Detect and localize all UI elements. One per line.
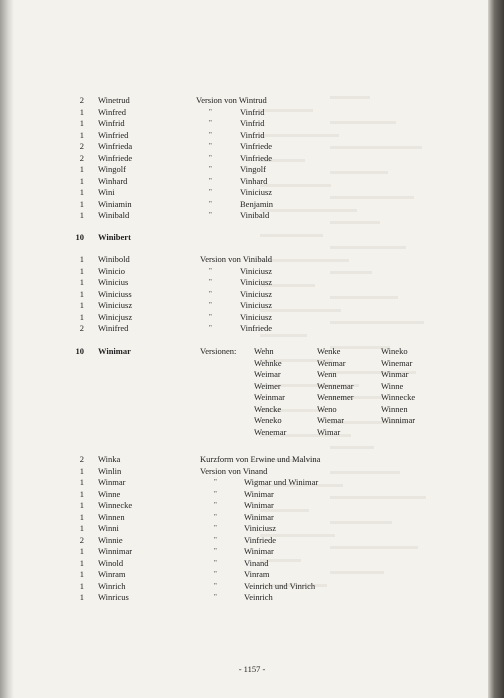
ditto-mark: " bbox=[209, 199, 212, 208]
ditto-mark: " bbox=[209, 142, 212, 150]
entry-name: Winold bbox=[98, 557, 124, 568]
entry-count: 1 bbox=[79, 500, 84, 510]
entry-name: Winimar bbox=[98, 346, 131, 356]
ditto-mark: " bbox=[214, 547, 217, 555]
bleed-through-mark bbox=[260, 109, 313, 112]
entry-name: Winicjusz bbox=[98, 311, 133, 322]
version-item: Wennemer bbox=[317, 392, 354, 402]
entry-count: 1 bbox=[79, 106, 84, 117]
entry-count: 1 bbox=[79, 557, 84, 568]
entry-name: Winfriede bbox=[98, 152, 133, 163]
entry-name: Winfred bbox=[98, 106, 126, 117]
entry-count: 1 bbox=[79, 569, 84, 579]
version-item: Winnen bbox=[381, 403, 408, 414]
bleed-through-mark bbox=[330, 546, 418, 549]
version-item: Winnecke bbox=[381, 392, 416, 402]
variant-name: Vinfrid bbox=[240, 129, 265, 140]
entry-count: 1 bbox=[79, 175, 84, 186]
entry-count: 1 bbox=[79, 311, 84, 322]
entry-name: Winifred bbox=[98, 323, 129, 333]
version-item: Wennemar bbox=[317, 380, 354, 391]
entry-count: 2 bbox=[79, 95, 84, 105]
entry-count: 1 bbox=[79, 465, 84, 476]
variant-name: Vinfriede bbox=[244, 534, 277, 545]
version-item: Wehnke bbox=[254, 357, 282, 368]
entry-count: 1 bbox=[79, 288, 84, 299]
variant-name: Veinrich bbox=[244, 592, 273, 602]
ditto-mark: " bbox=[214, 478, 217, 486]
variant-name: Vinand bbox=[244, 557, 269, 568]
bleed-through-mark bbox=[330, 121, 396, 124]
entry-count: 1 bbox=[79, 254, 84, 264]
entry-name: Winricus bbox=[98, 592, 129, 602]
entry-count: 2 bbox=[79, 323, 84, 333]
ditto-mark: " bbox=[214, 558, 217, 567]
variant-name: Viniciusz bbox=[240, 311, 273, 322]
entry-name: Winni bbox=[98, 523, 119, 533]
version-header: Version von Wintrud bbox=[196, 95, 267, 105]
version-item: Weinmar bbox=[254, 392, 285, 402]
entry-count: 2 bbox=[79, 152, 84, 163]
variant-name: Vinfrid bbox=[240, 106, 265, 117]
entry-count: 1 bbox=[79, 198, 84, 209]
entry-count: 1 bbox=[79, 511, 84, 522]
variant-name: Vinhard bbox=[240, 175, 268, 186]
ditto-mark: " bbox=[209, 176, 212, 185]
entry-name: Winiciuss bbox=[98, 288, 132, 299]
entry-count: 1 bbox=[79, 523, 84, 533]
entry-name: Winfrieda bbox=[98, 141, 133, 151]
bleed-through-mark bbox=[260, 309, 341, 312]
versions-label: Versionen: bbox=[200, 346, 237, 356]
version-item: Wineko bbox=[381, 346, 408, 356]
version-item: Wenke bbox=[317, 346, 341, 356]
bleed-through-mark bbox=[330, 446, 374, 449]
entry-name: Winibald bbox=[98, 210, 130, 220]
bleed-through-mark bbox=[330, 196, 414, 199]
variant-name: Winimar bbox=[244, 511, 274, 522]
variant-name: Vinram bbox=[244, 569, 270, 579]
entry-count: 1 bbox=[79, 580, 84, 591]
version-header: Kurzform von Erwine und Malvina bbox=[200, 454, 321, 464]
bleed-through-mark bbox=[330, 221, 380, 224]
ditto-mark: " bbox=[209, 130, 212, 139]
entry-name: Winne bbox=[98, 488, 121, 499]
bleed-through-mark bbox=[330, 296, 398, 299]
bleed-through-mark bbox=[260, 259, 349, 262]
entry-count: 2 bbox=[79, 141, 84, 151]
variant-name: Viniciusz bbox=[240, 300, 273, 310]
bleed-through-mark bbox=[330, 471, 400, 474]
bleed-through-mark bbox=[330, 246, 406, 249]
entry-name: Winhard bbox=[98, 175, 128, 186]
bleed-through-mark bbox=[330, 171, 388, 174]
version-item: Weno bbox=[317, 403, 337, 414]
bleed-through-mark bbox=[330, 271, 372, 274]
entry-count: 1 bbox=[79, 118, 84, 128]
ditto-mark: " bbox=[209, 107, 212, 116]
entry-name: Winram bbox=[98, 569, 126, 579]
variant-name: Viniciusz bbox=[240, 187, 273, 197]
entry-name: Winibold bbox=[98, 254, 130, 264]
version-item: Wiemar bbox=[317, 415, 345, 425]
version-item: Wencke bbox=[254, 403, 282, 414]
version-item: Weneko bbox=[254, 415, 282, 425]
ditto-mark: " bbox=[209, 211, 212, 219]
ditto-mark: " bbox=[209, 324, 212, 332]
version-item: Wenmar bbox=[317, 357, 346, 368]
entry-name: Wini bbox=[98, 187, 115, 197]
entry-name: Winiciusz bbox=[98, 300, 133, 310]
version-header: Version von Vinibald bbox=[200, 254, 273, 264]
bleed-through-mark bbox=[330, 96, 370, 99]
bleed-through-mark bbox=[260, 134, 339, 137]
variant-name: Vinfriede bbox=[240, 152, 273, 163]
variant-name: Veinrich und Vinrich bbox=[244, 580, 316, 591]
version-item: Wimar bbox=[317, 426, 341, 437]
variant-name: Viniciusz bbox=[240, 288, 273, 299]
bleed-through-mark bbox=[260, 234, 323, 237]
variant-name: Viniciusz bbox=[240, 265, 273, 276]
entry-count: 1 bbox=[79, 164, 84, 174]
variant-name: Wigmar und Winimar bbox=[244, 477, 319, 487]
entry-name: Winicio bbox=[98, 265, 126, 276]
entry-name: Winmar bbox=[98, 477, 126, 487]
entry-name: Winnen bbox=[98, 511, 125, 522]
version-item: Weimar bbox=[254, 369, 281, 379]
ditto-mark: " bbox=[209, 266, 212, 275]
variant-name: Vinfriede bbox=[240, 323, 273, 333]
version-item: Winne bbox=[381, 380, 404, 391]
ditto-mark: " bbox=[209, 119, 212, 127]
entry-name: Winnecke bbox=[98, 500, 133, 510]
ditto-mark: " bbox=[214, 535, 217, 544]
entry-name: Winicius bbox=[98, 277, 129, 287]
entry-count: 2 bbox=[79, 534, 84, 545]
entry-name: Winnie bbox=[98, 534, 123, 545]
entry-count: 1 bbox=[79, 488, 84, 499]
entry-name: Winiamin bbox=[98, 198, 132, 209]
ditto-mark: " bbox=[214, 570, 217, 578]
bleed-through-mark bbox=[330, 571, 384, 574]
entry-count: 1 bbox=[79, 277, 84, 287]
ditto-mark: " bbox=[209, 312, 212, 321]
version-item: Wenemar bbox=[254, 426, 287, 437]
entry-count: 1 bbox=[79, 477, 84, 487]
variant-name: Viniciusz bbox=[244, 523, 277, 533]
entry-name: Winlin bbox=[98, 465, 122, 476]
version-item: Wenn bbox=[317, 369, 337, 379]
entry-count: 1 bbox=[79, 300, 84, 310]
version-item: Wehn bbox=[254, 346, 274, 356]
variant-name: Vinibald bbox=[240, 210, 270, 220]
variant-name: Viniciusz bbox=[240, 277, 273, 287]
ditto-mark: " bbox=[209, 289, 212, 298]
entry-name: Winfrid bbox=[98, 118, 125, 128]
entry-count: 1 bbox=[79, 187, 84, 197]
entry-name: Winnimar bbox=[98, 546, 133, 556]
variant-name: Benjamin bbox=[240, 198, 274, 209]
version-item: Winemar bbox=[381, 357, 413, 368]
ditto-mark: " bbox=[209, 301, 212, 309]
page-edge bbox=[488, 0, 504, 698]
entry-name: Winfried bbox=[98, 129, 129, 140]
ditto-mark: " bbox=[214, 593, 217, 601]
ditto-mark: " bbox=[214, 581, 217, 590]
page-number: - 1157 - bbox=[238, 664, 266, 674]
entry-count: 10 bbox=[75, 346, 84, 356]
entry-count: 1 bbox=[79, 592, 84, 602]
bleed-through-mark bbox=[260, 209, 357, 212]
ditto-mark: " bbox=[214, 489, 217, 498]
entry-count: 1 bbox=[79, 210, 84, 220]
ditto-mark: " bbox=[209, 153, 212, 162]
ditto-mark: " bbox=[214, 512, 217, 521]
entry-name: Wingolf bbox=[98, 164, 126, 174]
bleed-through-mark bbox=[330, 321, 424, 324]
variant-name: Winimar bbox=[244, 488, 274, 499]
ditto-mark: " bbox=[214, 501, 217, 509]
ditto-mark: " bbox=[209, 165, 212, 173]
entry-count: 2 bbox=[79, 454, 84, 464]
variant-name: Vinfrid bbox=[240, 118, 265, 128]
bleed-through-mark bbox=[330, 496, 426, 499]
version-item: Weimer bbox=[254, 380, 281, 391]
entry-name: Winka bbox=[98, 454, 121, 464]
bleed-through-mark bbox=[330, 146, 422, 149]
ditto-mark: " bbox=[209, 278, 212, 286]
book-gutter bbox=[0, 0, 14, 698]
entry-count: 1 bbox=[79, 265, 84, 276]
version-header: Version von Vinand bbox=[200, 465, 268, 476]
ditto-mark: " bbox=[214, 524, 217, 532]
variant-name: Vingolf bbox=[240, 164, 266, 174]
version-item: Winnimar bbox=[381, 415, 416, 425]
entry-count: 1 bbox=[79, 129, 84, 140]
entry-name: Winrich bbox=[98, 580, 126, 591]
variant-name: Vinfriede bbox=[240, 141, 273, 151]
version-item: Winmar bbox=[381, 369, 409, 379]
variant-name: Winimar bbox=[244, 546, 274, 556]
bleed-through-mark bbox=[330, 521, 392, 524]
entry-name: Winetrud bbox=[98, 95, 130, 105]
entry-name: Winibert bbox=[98, 232, 131, 242]
ditto-mark: " bbox=[209, 188, 212, 196]
entry-count: 10 bbox=[75, 232, 84, 242]
entry-count: 1 bbox=[79, 546, 84, 556]
variant-name: Winimar bbox=[244, 500, 274, 510]
